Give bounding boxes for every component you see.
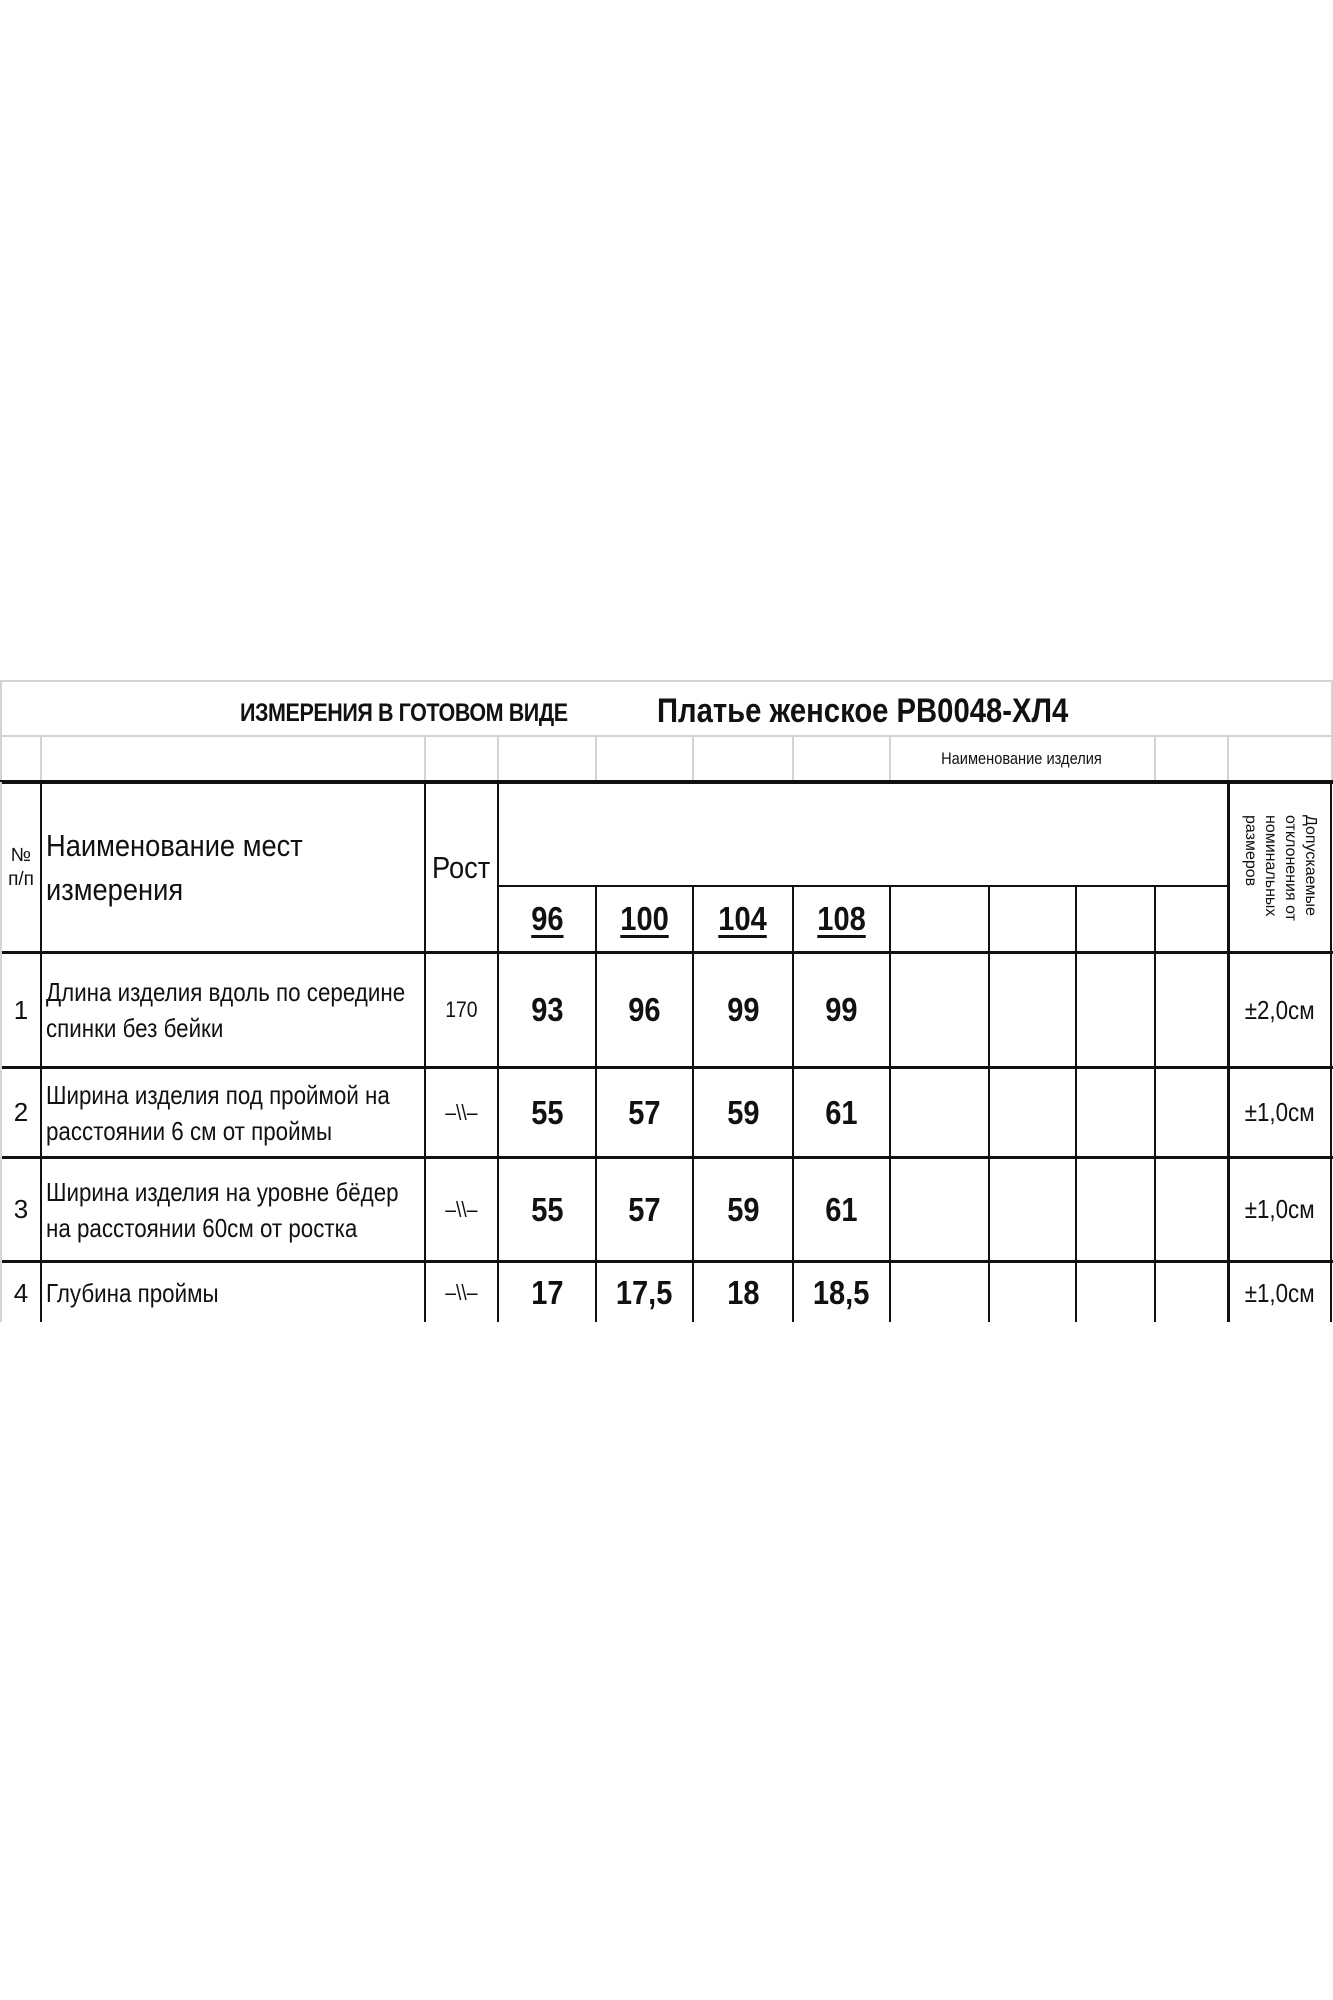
- value-text: 99: [726, 991, 760, 1028]
- row-height: [426, 954, 497, 1066]
- row-measurement-name: [46, 1069, 424, 1156]
- header-name-line: измерения: [46, 871, 184, 907]
- product-title-cell: [657, 688, 1135, 734]
- value-text: 17,5: [616, 1274, 673, 1311]
- row-height: [426, 1159, 497, 1260]
- product-title: Платье женское РВ0048-ХЛ4: [657, 691, 1069, 730]
- row-height-text: –\\–: [445, 1196, 478, 1222]
- header-name-line: Наименование мест: [46, 827, 303, 863]
- row-tolerance: [1230, 1263, 1330, 1323]
- size-label: 100: [620, 900, 669, 937]
- value-text: 55: [530, 1190, 564, 1228]
- row-value: [794, 954, 889, 1066]
- row-number: [2, 1263, 40, 1323]
- size-header: [499, 887, 595, 951]
- row-value: [694, 1159, 792, 1260]
- row-value: [597, 1069, 692, 1156]
- tolerance-text: ±2,0см: [1245, 994, 1315, 1025]
- grid-line: [0, 680, 2, 781]
- row-name-line: Глубина проймы: [46, 1278, 219, 1308]
- row-name-line: на расстоянии 60см от ростка: [46, 1212, 358, 1243]
- row-number: [2, 954, 40, 1066]
- row-value: [597, 954, 692, 1066]
- header-measurement-name: [46, 784, 424, 951]
- row-number-text: 2: [13, 1097, 29, 1127]
- header-number-line: №: [10, 844, 32, 866]
- grid-line: [1330, 782, 1332, 1322]
- row-value: [794, 1263, 889, 1323]
- value-text: 55: [530, 1093, 564, 1131]
- grid-line: [1227, 735, 1229, 781]
- row-number-text: 3: [13, 1194, 29, 1224]
- row-value: [597, 1159, 692, 1260]
- row-tolerance: [1230, 954, 1330, 1066]
- row-number-text: 1: [13, 994, 29, 1025]
- value-text: 93: [530, 991, 564, 1028]
- row-value: [499, 1159, 595, 1260]
- row-number: [2, 1159, 40, 1260]
- header-tolerance: [1230, 784, 1330, 951]
- row-value: [794, 1069, 889, 1156]
- grid-line: [497, 735, 499, 781]
- grid-line: [1075, 885, 1077, 1322]
- row-name-line: Ширина изделия под проймой на: [46, 1079, 390, 1110]
- product-name-label-cell: [889, 737, 1154, 781]
- row-measurement-name: [46, 1263, 424, 1323]
- header-tolerance-label: Допускаемые отклонения от номинальных размеров: [1242, 814, 1319, 921]
- size-header: [597, 887, 692, 951]
- size-header: [794, 887, 889, 951]
- row-name-line: спинки без бейки: [46, 1013, 224, 1043]
- row-name-line: Длина изделия вдоль по середине: [46, 977, 406, 1007]
- row-name-line: расстоянии 6 см от проймы: [46, 1115, 333, 1146]
- value-text: 59: [726, 1093, 760, 1131]
- value-text: 61: [825, 1190, 858, 1228]
- grid-line: [792, 735, 794, 781]
- grid-line: [1154, 885, 1156, 1322]
- row-value: [694, 954, 792, 1066]
- row-name-line: Ширина изделия на уровне бёдер: [46, 1176, 399, 1207]
- grid-line: [692, 735, 694, 781]
- tolerance-text: ±1,0см: [1245, 1194, 1315, 1224]
- grid-line: [0, 680, 1333, 682]
- product-name-label: Наименование изделия: [941, 749, 1102, 768]
- grid-line: [889, 885, 891, 1322]
- size-label: 96: [530, 900, 564, 937]
- value-text: 18: [726, 1274, 760, 1311]
- row-value: [597, 1263, 692, 1323]
- row-height-text: 170: [445, 997, 478, 1022]
- grid-line: [988, 885, 990, 1322]
- header-height-label: Рост: [432, 849, 491, 885]
- section-title: ИЗМЕРЕНИЯ В ГОТОВОМ ВИДЕ: [240, 698, 568, 727]
- row-value: [499, 1069, 595, 1156]
- row-value: [499, 954, 595, 1066]
- row-value: [694, 1263, 792, 1323]
- header-number-line: п/п: [8, 868, 34, 890]
- row-value: [794, 1159, 889, 1260]
- section-title-cell: [240, 690, 621, 736]
- size-label: 108: [817, 900, 866, 937]
- row-height-text: –\\–: [445, 1099, 478, 1125]
- value-text: 59: [726, 1190, 760, 1228]
- value-text: 57: [628, 1190, 661, 1228]
- row-tolerance: [1230, 1069, 1330, 1156]
- row-measurement-name: [46, 1159, 424, 1260]
- row-number-text: 4: [13, 1277, 29, 1308]
- size-header: [694, 887, 792, 951]
- tolerance-text: ±1,0см: [1245, 1277, 1315, 1308]
- grid-line: [40, 782, 42, 1322]
- grid-line: [40, 735, 42, 781]
- row-height: [426, 1263, 497, 1323]
- value-text: 61: [825, 1093, 858, 1131]
- tolerance-text: ±1,0см: [1245, 1097, 1315, 1127]
- row-height-text: –\\–: [445, 1280, 478, 1305]
- value-text: 18,5: [813, 1274, 870, 1311]
- grid-line: [1154, 735, 1156, 781]
- header-height: [426, 784, 497, 951]
- value-text: 57: [628, 1093, 661, 1131]
- row-tolerance: [1230, 1159, 1330, 1260]
- grid-line: [595, 735, 597, 781]
- value-text: 99: [825, 991, 858, 1028]
- row-number: [2, 1069, 40, 1156]
- size-label: 104: [718, 900, 768, 937]
- row-height: [426, 1069, 497, 1156]
- header-number: [2, 784, 40, 951]
- row-value: [694, 1069, 792, 1156]
- grid-line: [424, 735, 426, 781]
- row-measurement-name: [46, 954, 424, 1066]
- value-text: 17: [530, 1274, 564, 1311]
- row-value: [499, 1263, 595, 1323]
- value-text: 96: [628, 991, 661, 1028]
